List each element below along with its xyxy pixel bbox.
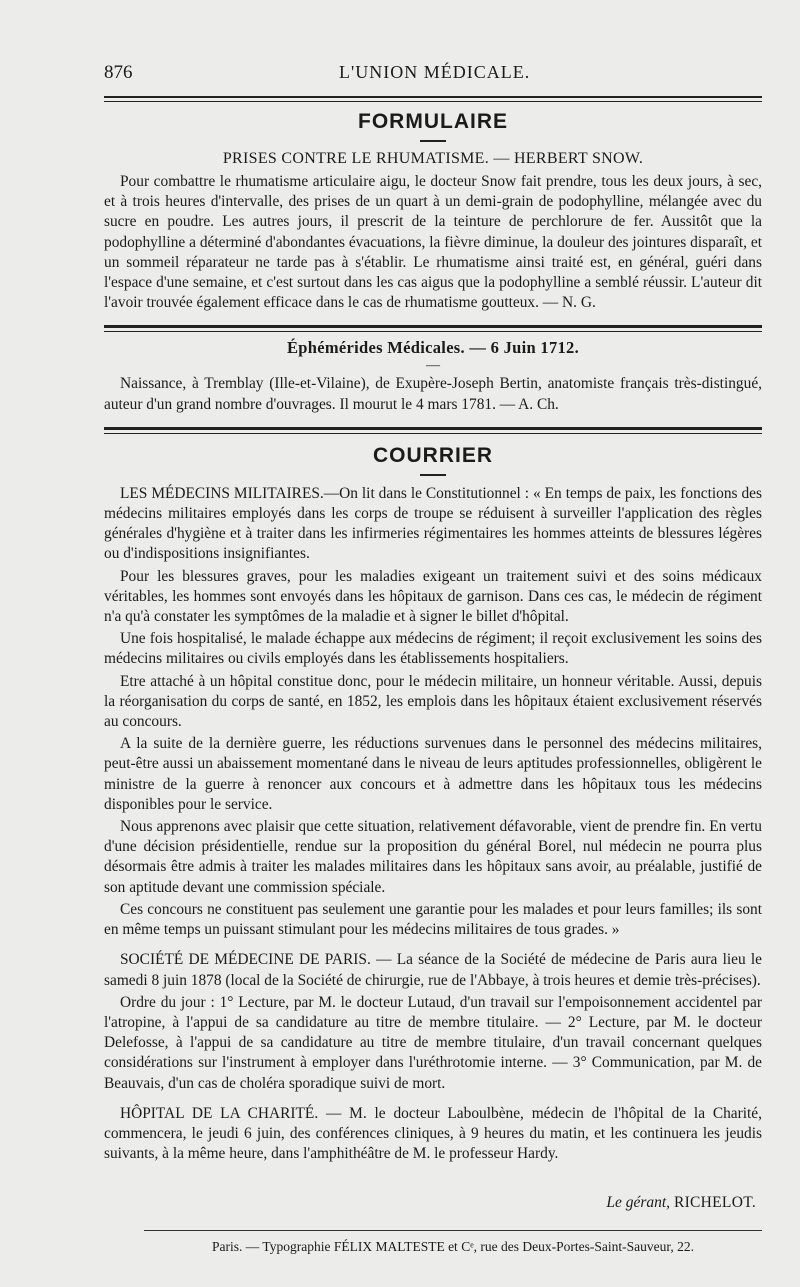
formulaire-article-title: PRISES CONTRE LE RHUMATISME. — HERBERT SNOW. (222, 150, 644, 167)
societe-medecine-paragraph: SOCIÉTÉ DE MÉDECINE DE PARIS. — La séance de la Société de médecine de Paris aura lieu le samedi 8 juin 1878 (local de la Société de chirurgie, rue de l'Abbaye, à trois heures et demie très-précises). (104, 951, 762, 989)
running-head (104, 58, 762, 84)
hopital-charite-paragraph: HÔPITAL DE LA CHARITÉ. — M. le docteur Laboulbène, médecin de l'hôpital de la Charité, commencera, le jeudi 6 juin, des conférences cliniques, à 9 heures du matin, et les continuera les jeudis suivants, à la même heure, dans l'amphithéâtre de M. le professeur Hardy. (104, 1104, 762, 1163)
header-rule (104, 96, 762, 98)
courrier-paragraph: A la suite de la dernière guerre, les réductions survenues dans le personnel des médecins militaires, peut-être aussi un abaissement momentané dans le niveau de leurs aptitudes professionnelles, obligèrent le ministre de la guerre à renoncer aux concours et à admettre dans les hôpitaux tous les médecins disponibles pour le service. (104, 735, 762, 813)
courrier-paragraph: Pour les blessures graves, pour les maladies exigeant un traitement suivi et des soins médicaux véritables, les hommes sont envoyés dans les hôpitaux de garnison. Dans ces cas, le médecin de régiment n'a qu'à constater les symptômes de la maladie et à signer le billet d'hôpital. (104, 567, 762, 626)
ephemerides-body: Naissance, à Tremblay (Ille-et-Vilaine), de Exupère-Joseph Bertin, anatomiste français très-distingué, auteur d'un grand nombre d'ouvrages. Il mourut le 4 mars 1781. — A. Ch. (104, 375, 762, 413)
ephemerides-top-rule (104, 325, 762, 332)
courrier-paragraph: Etre attaché à un hôpital constitue donc, pour le médecin militaire, un honneur véritable. Aussi, depuis la réorganisation du corps de santé, en 1852, les emplois dans les hôpitaux étaient exclusivement réservés au concours. (104, 672, 762, 731)
courrier-paragraph: LES MÉDECINS MILITAIRES.—On lit dans le Constitutionnel : « En temps de paix, les fonctions des médecins militaires employés dans les corps de troupe se réduisent à surveiller l'application des règles générales d'hygiène et à traiter dans les infirmeries régimentaires les hommes atteints de blessures légères ou d'indispositions insignifiantes. (104, 484, 762, 563)
formulaire-body: Pour combattre le rhumatisme articulaire aigu, le docteur Snow fait prendre, tous les deux jours, à sec, et à trois heures d'intervalle, des prises de un quart à un demi-grain de podophylline, mélangée avec du sucre en poudre. Les autres jours, il prescrit de la teinture de perchlorure de fer. Aussitôt que la podophylline a déterminé d'abondantes évacuations, la fièvre diminue, la douleur des jointures disparaît, et un sommeil réparateur ne tarde pas à s'établir. Le rhumatisme ainsi traité est, en général, guéri dans l'espace d'une semaine, et c'est surtout dans les cas aigus que la podophylline a semblé réussir. L'auteur dit l'avoir trouvée également efficace dans le cas de rhumatisme goutteux. — N. G. (104, 173, 762, 312)
courrier-heading: COURRIER (372, 443, 493, 467)
formulaire-heading: FORMULAIRE (358, 110, 508, 133)
courrier-paragraph: Ces concours ne constituent pas seulement une garantie pour les malades et pour leurs familles; ils sont en même temps un puissant stimulant pour les médecins militaires de tous grades. » (104, 900, 762, 939)
courrier-divider (420, 474, 446, 476)
formulaire-divider (420, 140, 446, 142)
ephemerides-heading: Éphémérides Médicales. — 6 Juin 1712. (286, 338, 580, 358)
signature-name: RICHELOT. (673, 1194, 756, 1212)
ordre-du-jour-paragraph: Ordre du jour : 1° Lecture, par M. le docteur Lutaud, d'un travail sur l'empoisonnement accidentel par l'atropine, à l'appui de sa candidature au titre de membre titulaire. — 2° Lecture, par M. le docteur Delefosse, à l'appui de sa candidature au titre de membre titulaire, d'un travail concernant quelques considérations sur l'instrument à employer dans l'uréthrotomie interne. — 3° Communication, par M. de Beauvais, d'un cas de choléra sporadique suivi de mort. (104, 993, 762, 1092)
signature-label: Le gérant, (606, 1194, 671, 1212)
ephemerides-dash: — (426, 358, 440, 374)
journal-title: L'UNION MÉDICALE. (339, 62, 531, 82)
courrier-paragraph: Nous apprenons avec plaisir que cette situation, relativement défavorable, vient de prendre fin. En vertu d'une décision présidentielle, rendue sur la proposition du général Borel, nul médecin ne pourra plus désormais être admis à traiter les malades militaires dans les hôpitaux sans avoir, au préalable, justifié de son aptitude devant une commission spéciale. (104, 818, 762, 896)
page-number: 876 (104, 62, 133, 83)
header-rule-thin (104, 101, 762, 102)
courrier-top-rule (104, 427, 762, 434)
courrier-paragraph: Une fois hospitalisé, le malade échappe aux médecins de régiment; il reçoit exclusivement les soins des médecins militaires ou civils employés dans les établissements hospitaliers. (104, 630, 762, 668)
printer-imprint: Paris. — Typographie FÉLIX MALTESTE et Cᵉ, rue des Deux-Portes-Saint-Sauveur, 22. (144, 1230, 762, 1255)
signature (104, 1194, 756, 1212)
